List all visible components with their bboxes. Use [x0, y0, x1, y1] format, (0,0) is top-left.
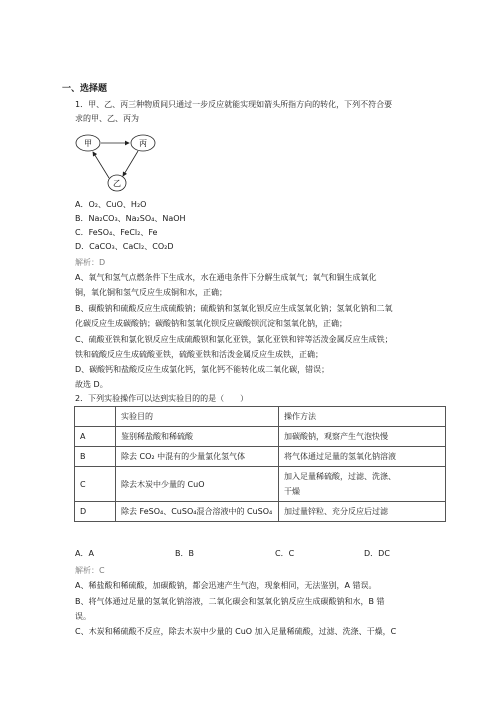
node-bing-label: 丙	[139, 139, 147, 148]
row-method: 加过量锌粒、充分反应后过滤	[279, 502, 446, 522]
arrow-bing-to-yi	[123, 151, 138, 176]
q2-option-c: C．C	[275, 549, 295, 558]
section-title: 一、选择题	[62, 84, 108, 94]
q1-analysis-line: C、硫酸亚铁和氯化钡反应生成硫酸钡和氯化亚铁，氯化亚铁和锌等活泼金属反应生成铁；	[75, 335, 393, 344]
row-goal: 除去木炭中少量的 CuO	[116, 467, 279, 502]
node-jia-label: 甲	[84, 139, 92, 148]
header-goal: 实验目的	[116, 407, 279, 427]
q1-analysis-label: 解析：D	[75, 258, 106, 267]
table-corner-cell	[75, 407, 116, 427]
q1-analysis-line: 化碳反应生成碳酸钠；碳酸钠和氢氧化钡反应碳酸钡沉淀和氢氧化钠，正确；	[75, 319, 347, 328]
row-goal: 除去 FeSO₄、CuSO₄混合溶液中的 CuSO₄	[116, 502, 279, 522]
q2-analysis-line: C、木炭和稀硫酸不反应，除去木炭中少量的 CuO 加入足量稀硫酸，过滤、洗涤、干燥，C	[75, 627, 397, 636]
table-row	[75, 447, 446, 467]
q1-analysis-line: 故选 D。	[75, 380, 108, 389]
q1-option-b: B．Na₂CO₃、Na₂SO₄、NaOH	[75, 214, 186, 223]
row-method	[279, 467, 446, 502]
q2-experiment-table	[74, 406, 446, 522]
q2-stem: 2．下列实验操作可以达到实验目的的是（ ）	[75, 394, 249, 403]
header-method: 操作方法	[279, 407, 446, 427]
q2-analysis-line: 误。	[75, 612, 91, 621]
row-method: 将气体通过足量的氢氧化钠溶液	[279, 447, 446, 467]
q2-analysis-line: B、将气体通过足量的氢氧化钠溶液，二氧化碳会和氢氧化钠反应生成碳酸钠和水，B 错	[75, 597, 385, 606]
row-method: 加碳酸钠，观察产生气泡快慢	[279, 427, 446, 447]
q1-option-c: C．FeSO₄、FeCl₂、Fe	[75, 228, 158, 237]
row-method-line: 干燥	[284, 487, 300, 496]
arrow-yi-to-jia	[93, 152, 109, 178]
q2-option-a: A．A	[75, 549, 94, 558]
q1-stem-line1: 1．甲、乙、丙三种物质间只通过一步反应就能实现如箭头所指方向的转化，下列不符合要	[75, 100, 393, 109]
row-goal: 除去 CO₂ 中混有的少量氯化氢气体	[116, 447, 279, 467]
table-header-row	[75, 407, 446, 427]
q1-analysis-line: B、碳酸钠和硫酸反应生成硫酸钠；硫酸钠和氢氧化钡反应生成氢氧化钠；氢氧化钠和二氧	[75, 304, 393, 313]
q2-option-d: D．DC	[364, 549, 390, 558]
q1-analysis-line: 铁和硫酸反应生成硫酸亚铁，硫酸亚铁和活泼金属反应生成铁，正确；	[75, 350, 323, 359]
q1-stem-line2: 求的甲、乙、丙为	[75, 114, 139, 123]
row-label: D	[75, 502, 116, 522]
q2-option-b: B．B	[175, 549, 194, 558]
row-label: A	[75, 427, 116, 447]
q1-option-a: A．O₂、CuO、H₂O	[75, 200, 147, 209]
row-label: B	[75, 447, 116, 467]
q2-analysis-line: A、稀盐酸和稀硫酸，加碳酸钠，都会迅速产生气泡，现象相同，无法鉴别，A 错误。	[75, 581, 377, 590]
row-method-line: 加入足量稀硫酸，过滤、洗涤、	[284, 472, 396, 481]
q1-conversion-diagram	[75, 131, 165, 193]
q2-analysis-label: 解析：C	[75, 566, 105, 575]
q1-analysis-line: 铜，氧化铜和氢气反应生成铜和水，正确；	[75, 288, 227, 297]
row-label: C	[75, 467, 116, 502]
table-row	[75, 467, 446, 502]
row-goal: 鉴别稀盐酸和稀硫酸	[116, 427, 279, 447]
table-row	[75, 427, 446, 447]
q1-analysis-line: A、氧气和氢气点燃条件下生成水，水在通电条件下分解生成氧气；氧气和铜生成氧化	[75, 273, 377, 282]
node-yi-label: 乙	[113, 179, 121, 188]
q1-option-d: D．CaCO₃、CaCl₂、CO₂D	[75, 242, 174, 251]
q1-analysis-line: D、碳酸钙和盐酸反应生成氯化钙，氯化钙不能转化成二氧化碳，错误；	[75, 365, 330, 374]
table-row	[75, 502, 446, 522]
